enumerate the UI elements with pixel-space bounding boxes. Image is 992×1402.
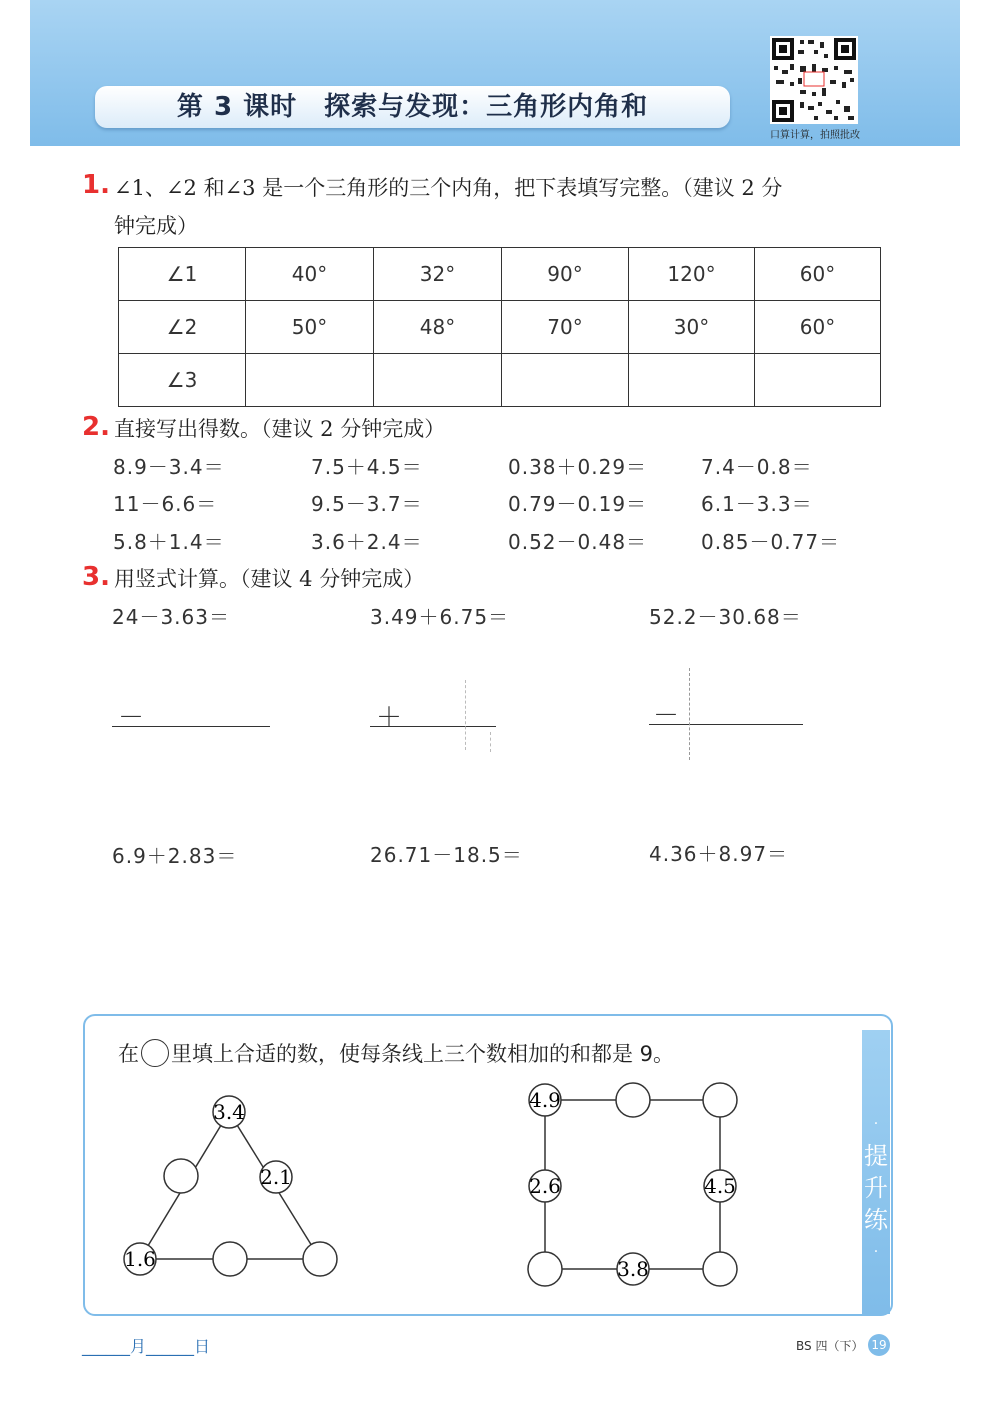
number-circle (213, 1096, 245, 1128)
circle-icon (141, 1039, 169, 1067)
answer-line (649, 724, 803, 725)
answer-cell[interactable] (502, 354, 629, 407)
qr-caption: 口算计算，拍照批改 (770, 130, 860, 141)
date-field[interactable]: ______月______日 (82, 1337, 211, 1356)
lesson-title: 第 3 课时 探索与发现：三角形内角和 (176, 92, 649, 122)
vertical-calc-item: 26.71－18.5＝ (370, 843, 523, 867)
table-cell: 90° (502, 248, 629, 301)
row-label: ∠2 (119, 301, 246, 354)
number-circle (529, 1170, 561, 1202)
oral-calc-item: 7.5＋4.5＝ (311, 455, 423, 479)
answer-line (370, 726, 496, 727)
svg-text:4.9: 4.9 (529, 1088, 561, 1112)
challenge-instruction: 在 里填上合适的数，使每条线上三个数相加的和都是 9。 (118, 1038, 674, 1068)
answer-cell[interactable] (629, 354, 755, 407)
vertical-calc-item: 3.49＋6.75＝ (370, 605, 510, 629)
table-cell: 60° (755, 248, 881, 301)
table-cell: 30° (629, 301, 755, 354)
number-circle (617, 1253, 649, 1285)
q3-number: 3. (82, 562, 110, 592)
oral-calc-item: 9.5－3.7＝ (311, 492, 423, 516)
vertical-calc-item: 6.9＋2.83＝ (112, 844, 238, 868)
q1-text-line1: ∠1、∠2 和∠3 是一个三角形的三个内角，把下表填写完整。（建议 2 分 (114, 176, 783, 200)
answer-circle[interactable] (528, 1252, 562, 1286)
svg-text:1.6: 1.6 (124, 1247, 156, 1271)
oral-calc-item: 0.38＋0.29＝ (508, 455, 648, 479)
qr-code-icon[interactable] (770, 36, 858, 124)
table-row (119, 301, 881, 354)
square-diagram (510, 1080, 760, 1290)
answer-circle[interactable] (703, 1083, 737, 1117)
side-tab-label: · 提 升 练 · (864, 1116, 888, 1260)
table-cell: 50° (246, 301, 374, 354)
grade-label: BS 四（下） (796, 1339, 864, 1353)
minus-sign: － (118, 703, 145, 733)
table-cell: 70° (502, 301, 629, 354)
vertical-calc-item: 24－3.63＝ (112, 605, 230, 629)
table-cell: 120° (629, 248, 755, 301)
alignment-guide (465, 680, 466, 750)
answer-circle[interactable] (213, 1242, 247, 1276)
q2-text: 直接写出得数。（建议 2 分钟完成） (114, 417, 446, 441)
q1-text-line2: 钟完成） (114, 214, 198, 238)
minus-sign: － (653, 701, 680, 731)
table-row (119, 248, 881, 301)
vertical-calc-item: 52.2－30.68＝ (649, 605, 802, 629)
answer-cell[interactable] (755, 354, 881, 407)
oral-calc-item: 0.79－0.19＝ (508, 492, 648, 516)
oral-calc-item: 3.6＋2.4＝ (311, 530, 423, 554)
answer-line (112, 726, 270, 727)
oral-calc-item: 6.1－3.3＝ (701, 492, 813, 516)
answer-circle[interactable] (703, 1252, 737, 1286)
svg-text:3.4: 3.4 (213, 1100, 245, 1124)
number-circle (529, 1084, 561, 1116)
svg-text:2.1: 2.1 (260, 1165, 292, 1189)
alignment-guide (689, 668, 690, 760)
oral-calc-item: 0.52－0.48＝ (508, 530, 648, 554)
plus-sign: ＋ (376, 703, 403, 733)
table-cell: 48° (374, 301, 502, 354)
oral-calc-item: 0.85－0.77＝ (701, 530, 841, 554)
oral-calc-item: 7.4－0.8＝ (701, 455, 813, 479)
oral-calc-item: 8.9－3.4＝ (113, 455, 225, 479)
answer-circle[interactable] (164, 1159, 198, 1193)
answer-circle[interactable] (303, 1242, 337, 1276)
triangle-diagram (100, 1085, 360, 1290)
alignment-guide (490, 732, 491, 752)
table-cell: 60° (755, 301, 881, 354)
number-circle (704, 1170, 736, 1202)
row-label: ∠1 (119, 248, 246, 301)
oral-calc-item: 11－6.6＝ (113, 492, 218, 516)
angle-table (118, 247, 881, 407)
table-cell: 32° (374, 248, 502, 301)
number-circle (260, 1161, 292, 1193)
table-cell: 40° (246, 248, 374, 301)
svg-text:4.5: 4.5 (704, 1174, 736, 1198)
q2-number: 2. (82, 412, 110, 442)
answer-cell[interactable] (374, 354, 502, 407)
page-number: 19 (868, 1334, 890, 1356)
row-label: ∠3 (119, 354, 246, 407)
q1-number: 1. (82, 170, 110, 200)
vertical-calc-item: 4.36＋8.97＝ (649, 842, 789, 866)
oral-calc-item: 5.8＋1.4＝ (113, 530, 225, 554)
svg-text:2.6: 2.6 (529, 1174, 561, 1198)
answer-cell[interactable] (246, 354, 374, 407)
answer-circle[interactable] (616, 1083, 650, 1117)
svg-text:3.8: 3.8 (617, 1257, 649, 1281)
number-circle (124, 1243, 156, 1275)
q3-text: 用竖式计算。（建议 4 分钟完成） (114, 567, 425, 591)
table-row (119, 354, 881, 407)
